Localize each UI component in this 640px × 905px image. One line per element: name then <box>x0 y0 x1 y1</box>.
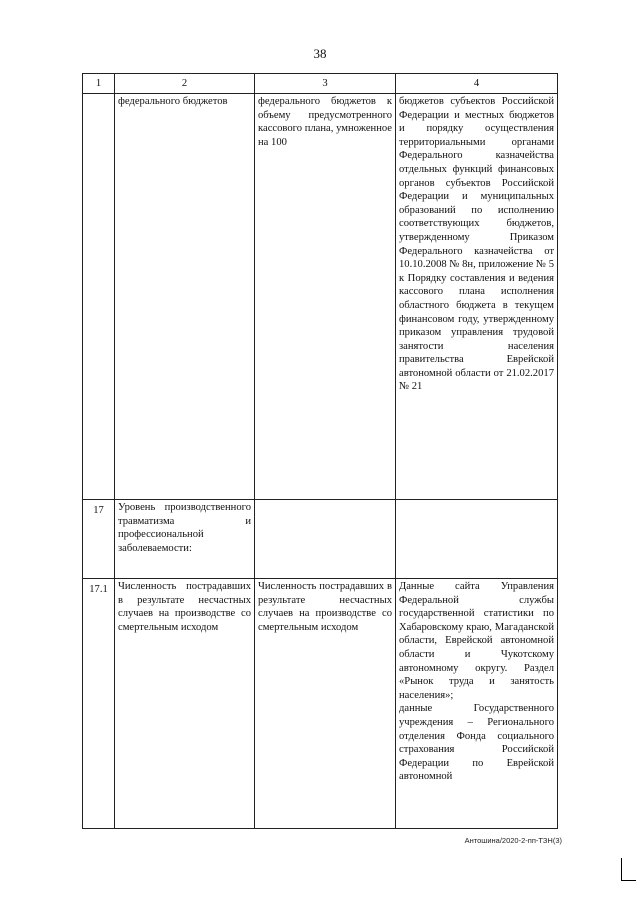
scan-edge-mark <box>621 858 622 881</box>
column-header-3: 3 <box>255 74 396 94</box>
indicator-name-cell: Численность пострадавших в результате несчастных случаев на производстве со смертельным исходом <box>115 579 255 829</box>
indicator-name-cell: федерального бюджетов <box>115 94 255 500</box>
row-number: 17.1 <box>83 579 115 829</box>
row-number: 17 <box>83 500 115 579</box>
table-row <box>83 500 558 579</box>
table-header-row <box>83 74 558 94</box>
indicator-name-cell: Уровень производственного травматизма и профессиональной заболеваемости: <box>115 500 255 579</box>
data-source-cell <box>396 579 558 829</box>
calculation-method-cell: Численность пострадавших в результате несчастных случаев на производстве со смертельным исходом <box>255 579 396 829</box>
row-number <box>83 94 115 500</box>
calculation-method-cell <box>255 500 396 579</box>
page-number: 38 <box>313 46 327 61</box>
document-code: Антошина/2020-2-пп-ТЗН(3) <box>464 836 562 845</box>
data-source-paragraph: Данные сайта Управления Федеральной службы государственной статистики по Хабаровскому краю, Магаданской области, Еврейской автономной области и Чукотскому автономному округу. Раздел «Рынок труда и занятость населения»; <box>399 581 554 701</box>
column-header-2: 2 <box>115 74 255 94</box>
calculation-method-cell: федерального бюджетов к объему предусмотренного кассового плана, умноженное на 100 <box>255 94 396 500</box>
table-row <box>83 579 558 829</box>
data-source-cell: бюджетов субъектов Российской Федерации и местных бюджетов и порядку осуществления территориальными органами Федерального казначейства отдельных функций финансовых органов субъектов Российской Федерации и муниципальных образований по исполнению соответствующих бюджетов, утвержденному Приказом Федерального казначейства от 10.10.2008 № 8н, приложение № 5 к Порядку составления и ведения кассового плана исполнения областного бюджета в текущем финансовом году, утвержденному приказом управления трудовой занятости населения правительства Еврейской автономной области от 21.02.2017 № 21 <box>396 94 558 500</box>
table-row <box>83 94 558 500</box>
column-header-4: 4 <box>396 74 558 94</box>
scan-edge-mark <box>622 880 636 881</box>
document-table <box>82 73 558 829</box>
data-source-cell <box>396 500 558 579</box>
data-source-paragraph: данные Государственного учреждения – Регионального отделения Фонда социального страхования Российской Федерации по Еврейской автономной <box>399 703 554 783</box>
column-header-1: 1 <box>83 74 115 94</box>
